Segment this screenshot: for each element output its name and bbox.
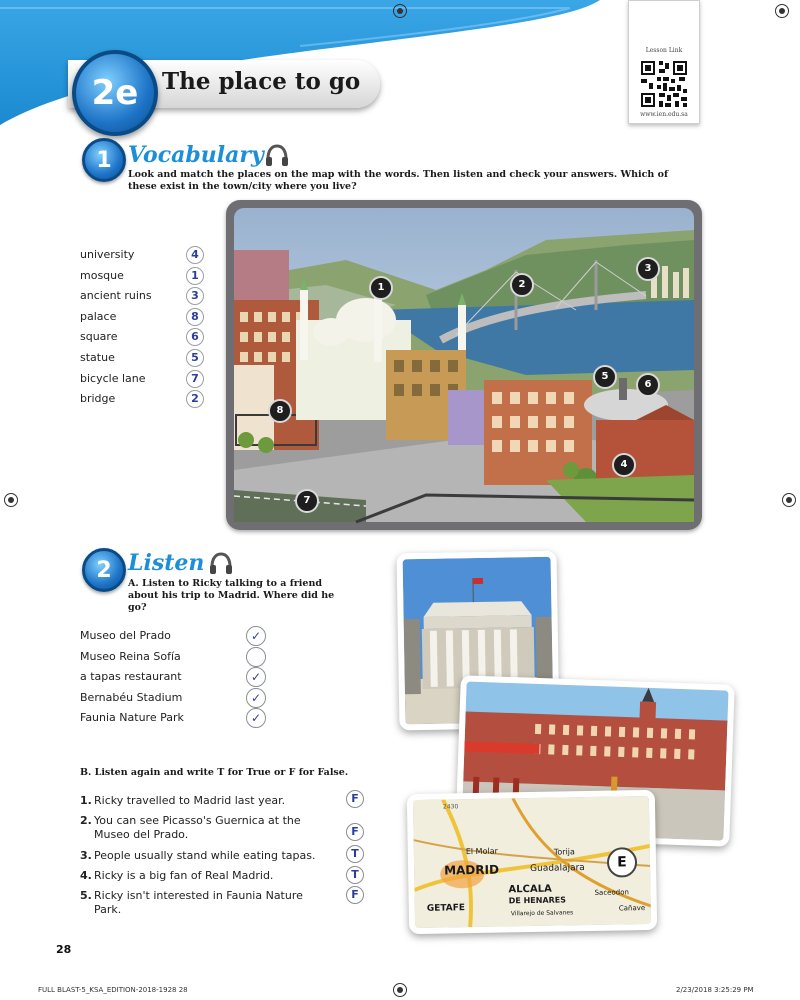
list-item	[80, 267, 210, 288]
map-marker: 7	[295, 489, 319, 513]
answer-circle[interactable]: 1	[186, 267, 204, 285]
vocabulary-list	[80, 246, 210, 411]
list-item	[80, 349, 210, 370]
map-marker: 1	[369, 276, 393, 300]
headphones-icon[interactable]	[264, 143, 290, 167]
statement-number: 1.	[80, 794, 92, 807]
madrid-road-map-photo	[407, 790, 657, 934]
statement-number: 5.	[80, 889, 92, 902]
places-checklist	[80, 628, 280, 731]
true-false-answer[interactable]: F	[346, 823, 364, 841]
registration-mark-icon	[782, 493, 796, 507]
map-badge: E	[617, 854, 627, 871]
map-label: Cañave	[618, 904, 646, 913]
place-name: Bernabéu Stadium	[80, 690, 183, 704]
statement-text: You can see Picasso's Guernica at the Museo del Prado.	[94, 814, 301, 841]
lesson-badge	[72, 50, 158, 136]
headphones-icon[interactable]	[208, 551, 234, 575]
page-title: The place to go	[162, 68, 361, 95]
map-marker: 5	[593, 365, 617, 389]
registration-mark-icon	[775, 4, 789, 18]
map-marker: 8	[268, 399, 292, 423]
vocab-word: bridge	[80, 392, 116, 406]
vocab-word: statue	[80, 350, 115, 364]
map-label: El Molar	[465, 846, 498, 857]
statement-number: 4.	[80, 869, 92, 882]
vocab-word: square	[80, 330, 118, 344]
answer-circle[interactable]: 6	[186, 328, 204, 346]
true-false-answer[interactable]: F	[346, 790, 364, 808]
footer-left: FULL BLAST-5_KSA_EDITION-2018-1928 28	[38, 986, 188, 994]
answer-circle[interactable]: 2	[186, 390, 204, 408]
section-2-title: Listen	[128, 550, 205, 576]
lesson-link-url[interactable]: www.ien.edu.sa	[640, 111, 688, 118]
statement-text: Ricky isn't interested in Faunia Nature Park.	[94, 889, 303, 916]
place-name: Museo del Prado	[80, 629, 171, 642]
section-2-part-b: B. Listen again and write T for True or F for False.	[80, 767, 349, 778]
list-item	[80, 710, 280, 731]
section-1-instruction: Look and match the places on the map with the words. Then listen and check your answers. Which of these exist in the town/city where you live?	[128, 169, 669, 192]
answer-circle[interactable]: 3	[186, 287, 204, 305]
map-label: MADRID	[444, 862, 500, 878]
section-1-badge: 1	[82, 138, 126, 182]
page-number: 28	[56, 943, 72, 956]
checkbox[interactable]: ✓	[246, 688, 266, 708]
map-marker: 6	[636, 373, 660, 397]
vocab-word: ancient ruins	[80, 289, 152, 303]
vocab-word: university	[80, 248, 135, 261]
map-label: Guadalajara	[530, 863, 585, 875]
list-item	[80, 690, 280, 711]
statement-number: 2.	[80, 814, 92, 827]
city-map-illustration	[226, 200, 702, 530]
true-false-answer[interactable]: T	[346, 845, 364, 863]
footer-right: 2/23/2018 3:25:29 PM	[676, 986, 754, 994]
checkbox[interactable]: ✓	[246, 708, 266, 728]
map-marker: 3	[636, 257, 660, 281]
vocab-word: mosque	[80, 268, 124, 282]
map-label: 2430	[442, 803, 459, 811]
lesson-link-card[interactable]	[628, 0, 700, 124]
map-label: DE HENARES	[508, 895, 567, 906]
list-item	[80, 308, 210, 329]
map-label: ALCALA	[508, 883, 552, 896]
list-item	[80, 628, 280, 649]
list-item	[80, 328, 210, 349]
answer-circle[interactable]: 8	[186, 308, 204, 326]
statement-text: Ricky is a big fan of Real Madrid.	[94, 869, 274, 882]
qr-code-icon[interactable]	[639, 59, 689, 109]
lesson-code: 2e	[91, 73, 139, 113]
map-label: Torija	[553, 847, 575, 857]
place-name: a tapas restaurant	[80, 670, 182, 683]
true-false-answer[interactable]: T	[346, 866, 364, 884]
checkbox[interactable]: ✓	[246, 667, 266, 687]
answer-circle[interactable]: 4	[186, 246, 204, 264]
list-item	[80, 649, 280, 670]
map-label: Villarejo de Salvanes	[510, 909, 574, 918]
true-false-answer[interactable]: F	[346, 886, 364, 904]
list-item	[80, 390, 210, 411]
list-item	[80, 287, 210, 308]
checkbox[interactable]: ✓	[246, 626, 266, 646]
list-item	[80, 370, 210, 391]
map-label: GETAFE	[426, 903, 466, 914]
section-1-title: Vocabulary	[128, 142, 264, 168]
list-item	[80, 246, 210, 267]
city-scene	[226, 200, 702, 530]
registration-mark-icon	[393, 983, 407, 997]
registration-mark-icon	[4, 493, 18, 507]
statement-number: 3.	[80, 849, 92, 862]
lesson-link-label: Lesson Link	[645, 47, 683, 54]
statement-text: People usually stand while eating tapas.	[94, 849, 316, 862]
list-item	[80, 669, 280, 690]
answer-circle[interactable]: 7	[186, 370, 204, 388]
section-2-part-a: A. Listen to Ricky talking to a friend about his trip to Madrid. Where did he go?	[128, 578, 335, 613]
map-marker: 4	[612, 453, 636, 477]
map-marker: 2	[510, 273, 534, 297]
registration-mark-icon	[393, 4, 407, 18]
vocab-word: bicycle lane	[80, 371, 146, 385]
checkbox[interactable]	[246, 647, 266, 667]
statement-text: Ricky travelled to Madrid last year.	[94, 794, 286, 807]
section-2-badge: 2	[82, 548, 126, 592]
vocab-word: palace	[80, 309, 117, 323]
answer-circle[interactable]: 5	[186, 349, 204, 367]
place-name: Museo Reina Sofía	[80, 649, 181, 663]
map-label: Saceodon	[594, 888, 629, 897]
place-name: Faunia Nature Park	[80, 711, 184, 724]
